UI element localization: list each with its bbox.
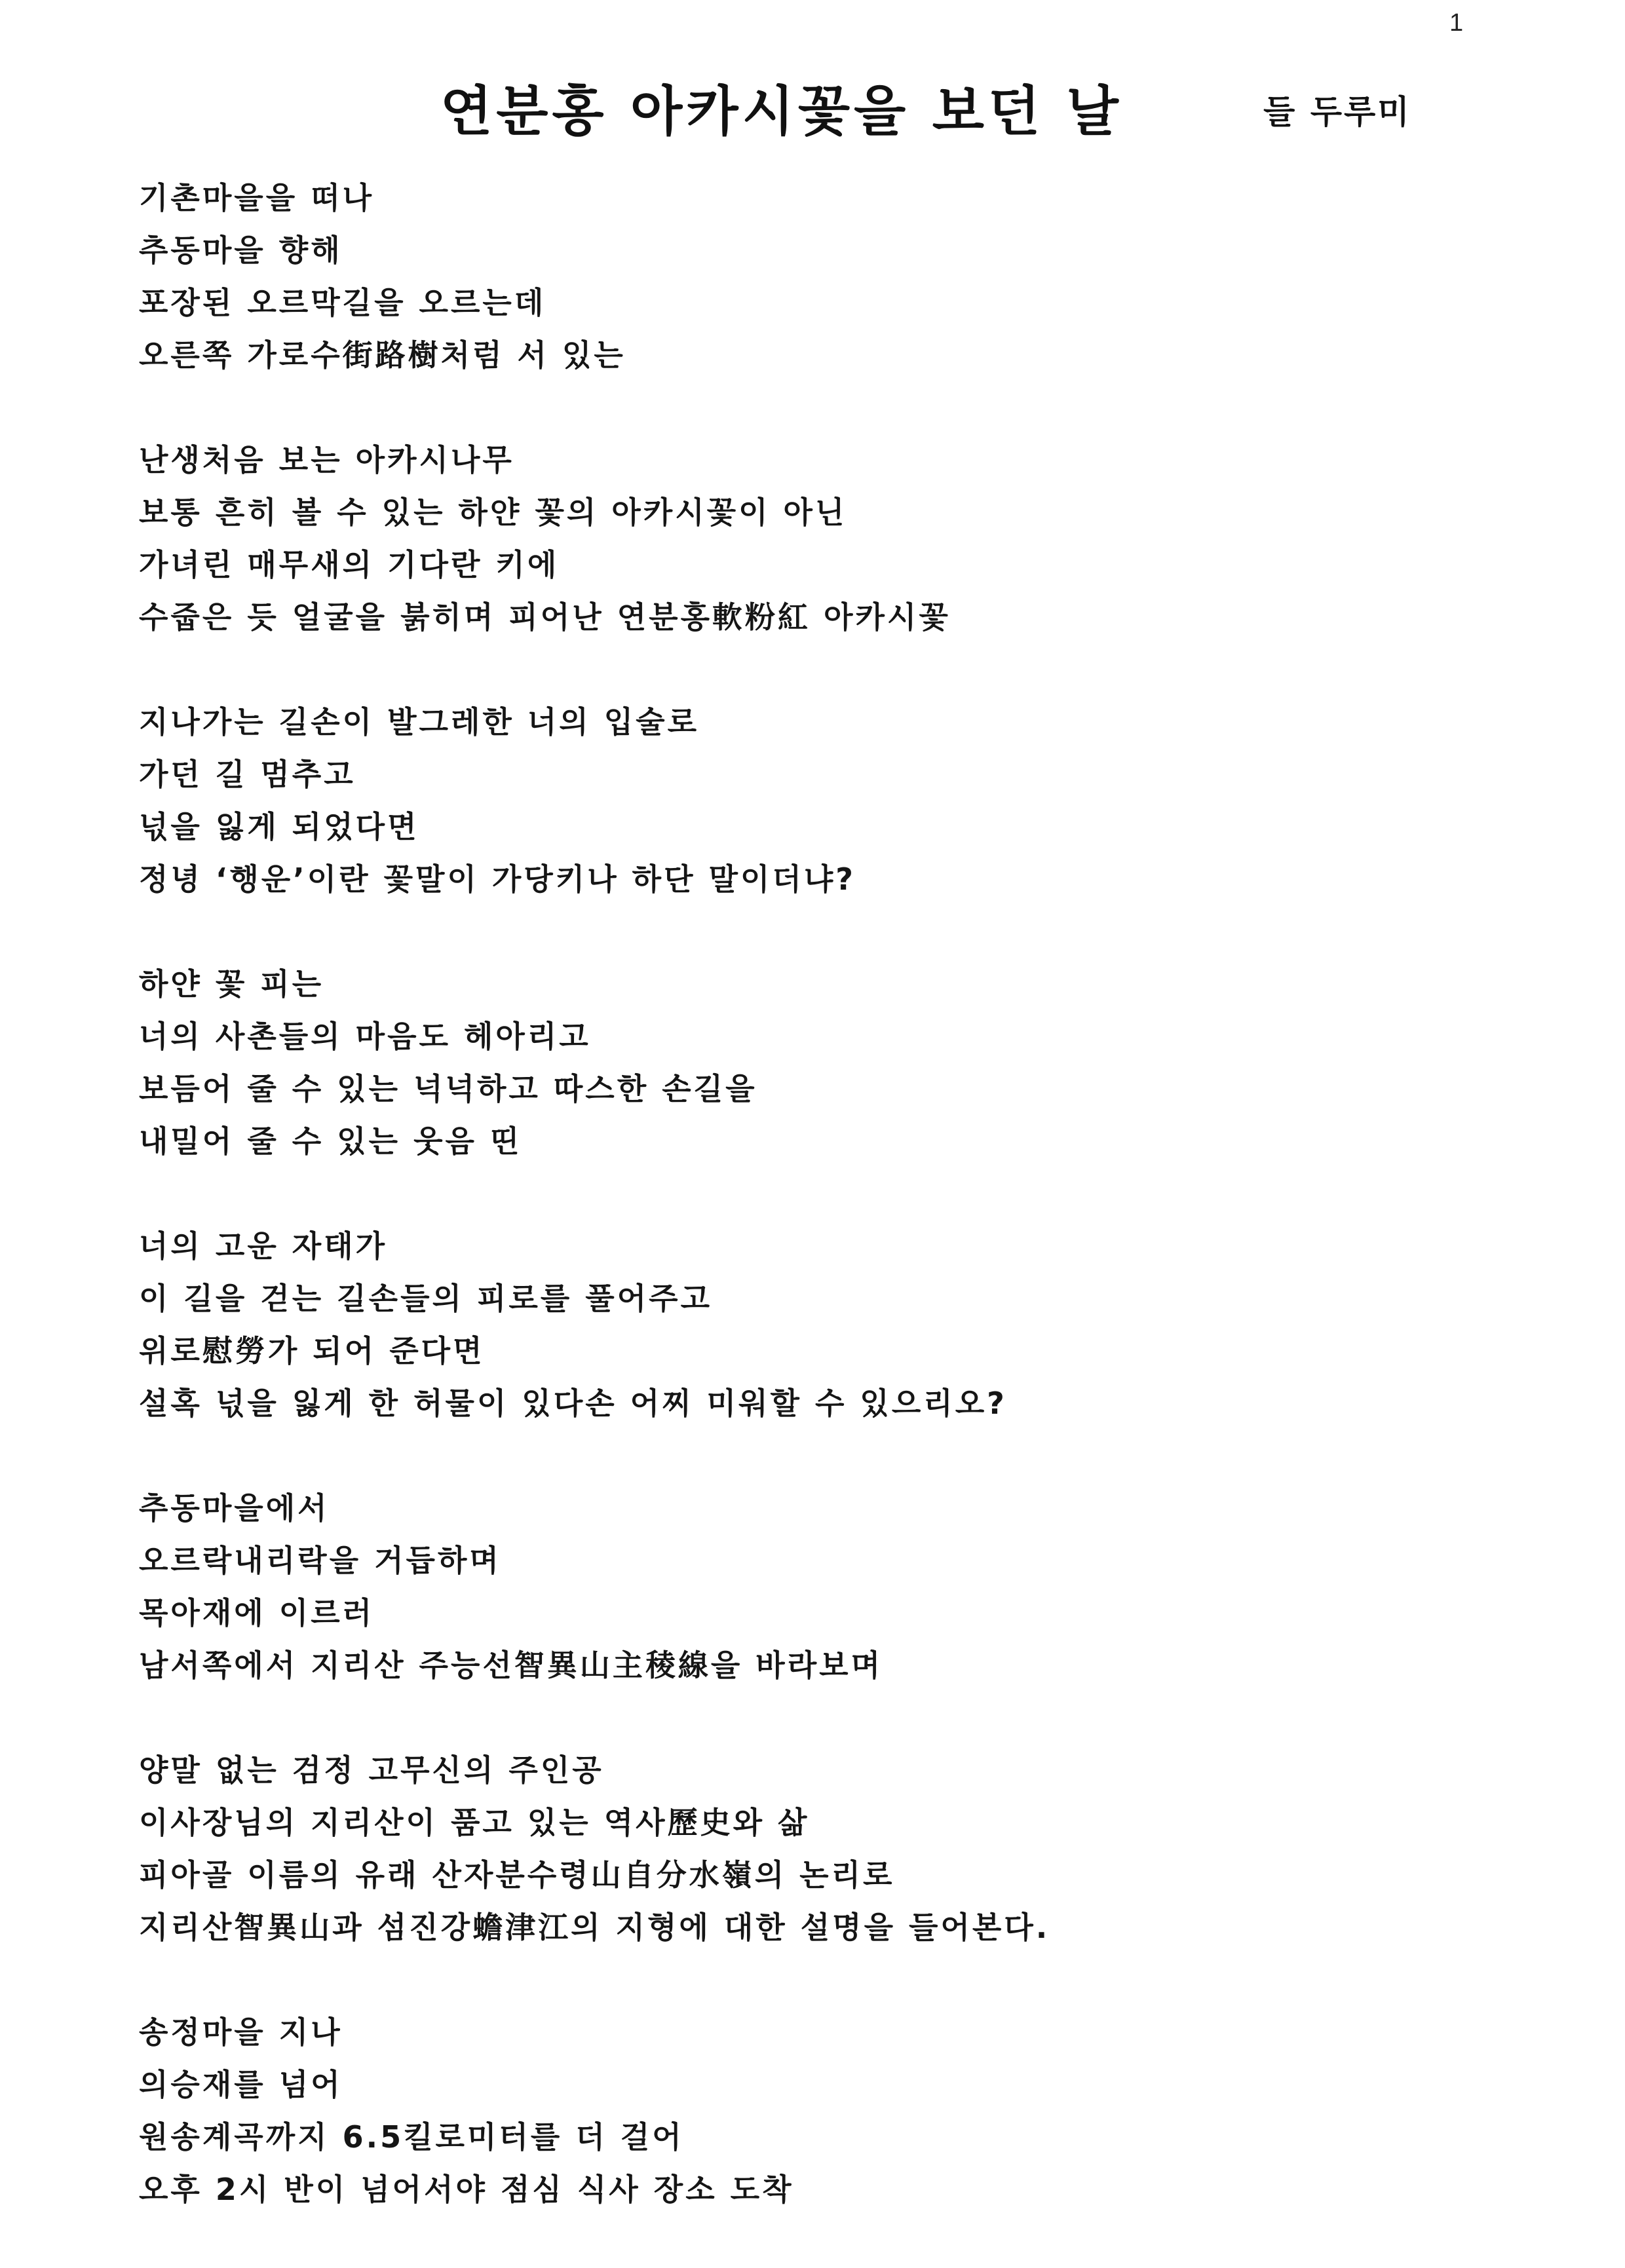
poem-line: 내밀어 줄 수 있는 웃음 띤: [139, 1124, 522, 1159]
poem-body: [139, 172, 1515, 2268]
poem-line: 보듬어 줄 수 있는 넉넉하고 따스한 손길을: [139, 1071, 757, 1106]
poem-line: 추동마을 향해: [139, 233, 343, 268]
poem-line: 너의 고운 자태가: [139, 1228, 388, 1264]
stanza: [139, 958, 1515, 1167]
poem-title: 연분홍 아카시꽃을 보던 날: [440, 81, 1122, 143]
stanza: [139, 696, 1515, 905]
stanza: [139, 2006, 1515, 2216]
poem-line: 의승재를 넘어: [139, 2067, 343, 2102]
poem-line: 보통 흔히 볼 수 있는 하얀 꽃의 아카시꽃이 아닌: [139, 495, 847, 530]
poem-line: 지나가는 길손이 발그레한 너의 입술로: [139, 704, 700, 740]
poem-line: 남서쪽에서 지리산 주능선智異山主稜線을 바라보며: [139, 1648, 883, 1683]
poem-author: 들 두루미: [1263, 93, 1411, 131]
stanza: [139, 1482, 1515, 1692]
poem-line: 오르락내리락을 거듭하며: [139, 1543, 501, 1578]
poem-line: 송정마을 지나: [139, 2014, 343, 2050]
stanza: [139, 434, 1515, 643]
poem-line: 기촌마을을 떠나: [139, 180, 375, 216]
poem-line: 정녕 ‘행운’이란 꽃말이 가당키나 하단 말이더냐?: [139, 861, 856, 897]
poem-line: 피아골 이름의 유래 산자분수령山自分水嶺의 논리로: [139, 1857, 895, 1893]
poem-line: 난생처음 보는 아카시나무: [139, 442, 514, 478]
page-number: 1: [1449, 9, 1464, 37]
poem-line: 오후 2시 반이 넘어서야 점심 식사 장소 도착: [139, 2172, 794, 2207]
stanza: [139, 172, 1515, 381]
poem-line: 오른쪽 가로수街路樹처럼 서 있는: [139, 337, 626, 373]
poem-line: 가던 길 멈추고: [139, 757, 356, 792]
poem-line: 이 길을 걷는 길손들의 피로를 풀어주고: [139, 1281, 713, 1316]
poem-line: 설혹 넋을 잃게 한 허물이 있다손 어찌 미워할 수 있으리오?: [139, 1386, 1007, 1421]
poem-line: 포장된 오르막길을 오르는데: [139, 285, 546, 320]
stanza: [139, 1220, 1515, 1429]
poem-line: 넋을 잃게 되었다면: [139, 809, 419, 844]
poem-line: 너의 사촌들의 마음도 헤아리고: [139, 1019, 591, 1054]
poem-line: 하얀 꽃 피는: [139, 966, 324, 1002]
poem-line: 목아재에 이르러: [139, 1595, 375, 1631]
title-row: [0, 69, 1625, 141]
poem-line: 가녀린 매무새의 기다란 키에: [139, 547, 560, 582]
poem-line: 추동마을에서: [139, 1490, 330, 1526]
poem-line: 지리산智異山과 섬진강蟾津江의 지형에 대한 설명을 들어본다.: [139, 1910, 1050, 1945]
poem-line: 원송계곡까지 6.5킬로미터를 더 걸어: [139, 2119, 684, 2155]
stanza: [139, 1744, 1515, 1954]
poem-line: 수줍은 듯 얼굴을 붉히며 피어난 연분홍軟粉紅 아카시꽃: [139, 599, 951, 635]
poem-line: 위로慰勞가 되어 준다면: [139, 1333, 485, 1369]
poem-line: 이사장님의 지리산이 품고 있는 역사歷史와 삶: [139, 1805, 810, 1840]
poem-line: 양말 없는 검정 고무신의 주인공: [139, 1752, 604, 1788]
